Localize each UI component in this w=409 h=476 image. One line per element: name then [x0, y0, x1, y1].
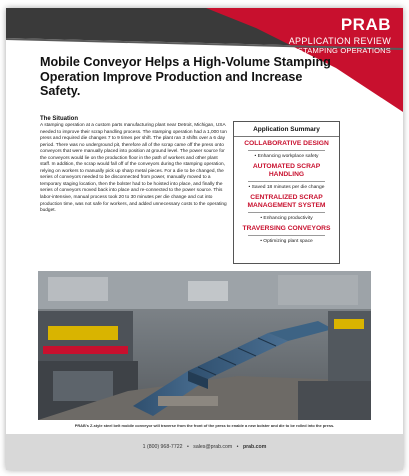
summary-item-heading: CENTRALIZED SCRAP MANAGEMENT SYSTEM [247, 194, 326, 209]
summary-item-benefit: • Optimizing plant space [260, 239, 313, 244]
summary-item-benefit: • Saved 18 minutes per die change [248, 185, 325, 190]
divider [248, 235, 325, 236]
document-page [6, 8, 403, 470]
summary-item [234, 163, 339, 191]
summary-item [234, 194, 339, 222]
summary-item-benefit: • Enhancing productivity [260, 216, 313, 221]
separator-dot: • [186, 444, 189, 450]
photo-caption: PRAB's Z-style steel belt mobile conveyor will traverse from the front of the press to enable a new bolster and die to be rolled into the press. [74, 423, 335, 428]
application-summary-box [233, 121, 340, 264]
situation-title: The Situation [40, 116, 78, 122]
phone-number: 1 (800) 968-7722 [142, 444, 183, 450]
summary-item [234, 140, 339, 160]
summary-item [234, 225, 339, 245]
page-title: Mobile Conveyor Helps a High-Volume Stamping Operation Improve Production and Increase Safety. [40, 55, 331, 98]
summary-item-heading: AUTOMATED SCRAP HANDLING [252, 163, 321, 178]
divider [248, 181, 325, 182]
divider [248, 212, 325, 213]
summary-item-heading: COLLABORATIVE DESIGN [244, 140, 329, 147]
situation-section [40, 116, 228, 215]
situation-text: A stamping operation at a custom parts manufacturing plant near Detroit, Michigan, USA needed to improve their scrap handling process. The stamping operation had a 1,000 ton press and required die changes 7 to 9 times per shift. The plant ran 3 shifts over a 6 day period. There was no underground pit, therefore all of the scrap came off the press onto conveyors that were manually placed into position at ground level. The power source for the conveyors would lie on the production floor in the path of workers and other plant staff. In addition, the scrap would fall off of the conveyors during the stamping operation, relying on workers to manually pick up sharp metal pieces. For a die to be changed, the series of conveyors needed to be disconnected from power, manually moved to a temporary staging location, then the bolster had to be hoisted into place, and finally the series of conveyors moved back into place and re-connected to the power source. This labor-intensive, manual process took 20 to 30 minutes per die change and cut into production time, was not safe for workers, and added unnecessary costs to the operating budget. [40, 123, 227, 214]
summary-item-heading: TRAVERSING CONVEYORS [242, 225, 331, 232]
prab-logo: PRAB [340, 15, 391, 34]
brand-block [289, 16, 391, 55]
summary-item-benefit: • Enhancing workplace safety [254, 154, 319, 159]
conveyor-illustration [38, 271, 371, 420]
email-address: sales@prab.com [193, 444, 233, 450]
separator-dot: • [236, 444, 239, 450]
divider [248, 150, 325, 151]
category-label: STAMPING OPERATIONS [297, 46, 391, 55]
summary-title: Application Summary [234, 122, 339, 137]
conveyor-photo [38, 271, 371, 420]
footer [6, 434, 403, 470]
doc-type-label: APPLICATION REVIEW [288, 36, 391, 46]
website-link: prab.com [242, 444, 267, 450]
